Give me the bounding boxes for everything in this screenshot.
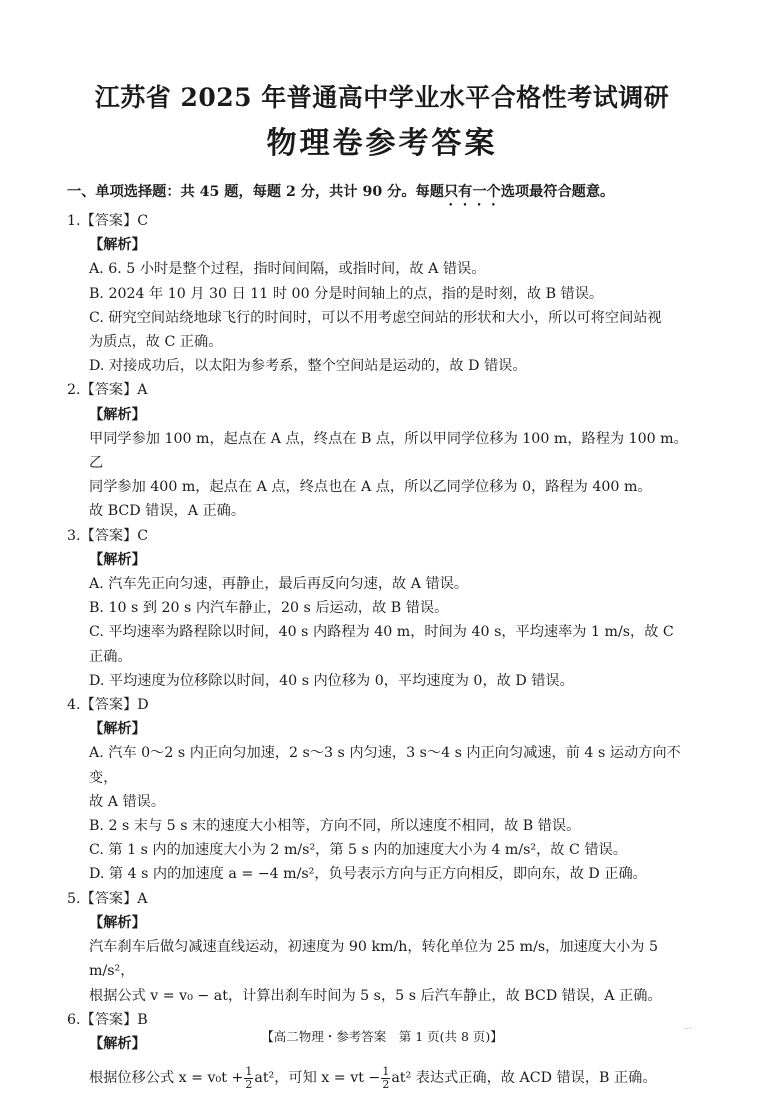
formula-suffix: at² 表达式正确，故 ACD 错误，B 正确。 [391, 1070, 657, 1087]
question-4-line: A. 汽车 0～2 s 内正向匀加速，2 s～3 s 内匀速，3 s～4 s 内正向匀减速，前 4 s 运动方向不变， [89, 745, 681, 786]
question-1-analysis-label: 【解析】 [89, 237, 146, 254]
question-2-line: 故 BCD 错误，A 正确。 [89, 503, 246, 520]
question-1-line: D. 对接成功后，以太阳为参考系，整个空间站是运动的，故 D 错误。 [89, 358, 527, 375]
question-5-analysis-label: 【解析】 [89, 914, 146, 931]
section-prefix: 一、单项选择题：共 45 题，每题 2 分，共计 90 分。每题 [67, 184, 444, 200]
fraction-one-half [244, 1066, 253, 1091]
question-4-answer: 4.【答案】D [67, 697, 149, 714]
fraction-numerator: 1 [382, 1064, 390, 1078]
fraction-numerator: 1 [245, 1064, 253, 1078]
question-2-analysis-label: 【解析】 [89, 406, 146, 423]
question-3-analysis-label: 【解析】 [89, 551, 146, 568]
question-1-line: A. 6. 5 小时是整个过程，指时间间隔，或指时间，故 A 错误。 [89, 261, 486, 278]
section-heading [67, 180, 697, 209]
question-1-line: C. 研究空间站绕地球飞行的时间时，可以不用考虑空间站的形状和大小，所以可将空间站视 [89, 309, 662, 326]
question-1-answer: 1.【答案】C [67, 213, 149, 229]
question-3-line: C. 平均速率为路程除以时间，40 s 内路程为 40 m，时间为 40 s，平均速率为 1 m/s，故 C [89, 624, 674, 641]
formula-middle: at²，可知 x = vt − [254, 1070, 381, 1087]
section-suffix: 选项最符合题意。 [500, 184, 615, 200]
question-2-line: 同学参加 400 m，起点在 A 点，终点也在 A 点，所以乙同学位移为 0，路程为 400 m。 [89, 479, 652, 496]
fraction-denominator: 2 [245, 1077, 253, 1091]
question-2 [67, 378, 697, 523]
section-emphasis: 只有一个 [443, 184, 501, 200]
page-footer: 【高二物理・参考答案 第 1 页(共 8 页)】 [261, 1029, 503, 1044]
question-3 [67, 524, 697, 693]
corner-mark: ... [684, 1022, 692, 1031]
question-5 [67, 887, 697, 1008]
question-2-answer: 2.【答案】A [67, 382, 148, 399]
question-5-line: 汽车刹车后做匀减速直线运动，初速度为 90 km/h，转化单位为 25 m/s，加速度大小为 5 m/s²， [89, 939, 658, 980]
question-6-formula-line [67, 1058, 697, 1098]
question-1-line: 为质点，故 C 正确。 [89, 334, 223, 351]
fraction-one-half [381, 1066, 390, 1091]
formula-prefix: 根据位移公式 x = v₀t + [89, 1070, 244, 1087]
question-1 [67, 209, 697, 378]
question-4-analysis-label: 【解析】 [89, 721, 146, 738]
question-1-line: B. 2024 年 10 月 30 日 11 时 00 分是时间轴上的点，指的是时刻，故 B 错误。 [89, 285, 604, 302]
page-title: 江苏省 2025 年普通高中学业水平合格性考试调研 [94, 83, 670, 112]
question-5-line: 根据公式 v = v₀ − at，计算出刹车时间为 5 s，5 s 后汽车静止，故 BCD 错误，A 正确。 [89, 987, 662, 1004]
question-4-line: B. 2 s 末与 5 s 末的速度大小相等，方向不同，所以速度不相同，故 B 错误。 [89, 818, 581, 835]
question-3-line: D. 平均速度为位移除以时间，40 s 内位移为 0，平均速度为 0，故 D 错误。 [89, 672, 574, 689]
question-6 [67, 1008, 697, 1098]
question-4-line: C. 第 1 s 内的加速度大小为 2 m/s²，第 5 s 内的加速度大小为 4 m/s²，故 C 错误。 [89, 842, 627, 859]
question-3-line: A. 汽车先正向匀速，再静止，最后再反向匀速，故 A 错误。 [89, 576, 469, 593]
question-6-analysis-label: 【解析】 [89, 1035, 146, 1052]
question-5-answer: 5.【答案】A [67, 890, 148, 907]
question-2-line: 甲同学参加 100 m，起点在 A 点，终点在 B 点，所以甲同学位移为 100 m，路程为 100 m。乙 [89, 430, 688, 472]
fraction-denominator: 2 [382, 1077, 390, 1091]
question-3-line: 正确。 [89, 648, 132, 665]
question-4-line: 故 A 错误。 [89, 793, 166, 810]
question-4-line: D. 第 4 s 内的加速度 a = −4 m/s²，负号表示方向与正方向相反，即向东，故 D 正确。 [89, 866, 647, 883]
question-3-line: B. 10 s 到 20 s 内汽车静止，20 s 后运动，故 B 错误。 [89, 600, 449, 617]
question-6-answer: 6.【答案】B [67, 1011, 148, 1028]
question-3-answer: 3.【答案】C [67, 527, 149, 544]
question-4 [67, 693, 697, 887]
page-subtitle: 物理卷参考答案 [266, 126, 498, 161]
answer-body [67, 180, 697, 1098]
